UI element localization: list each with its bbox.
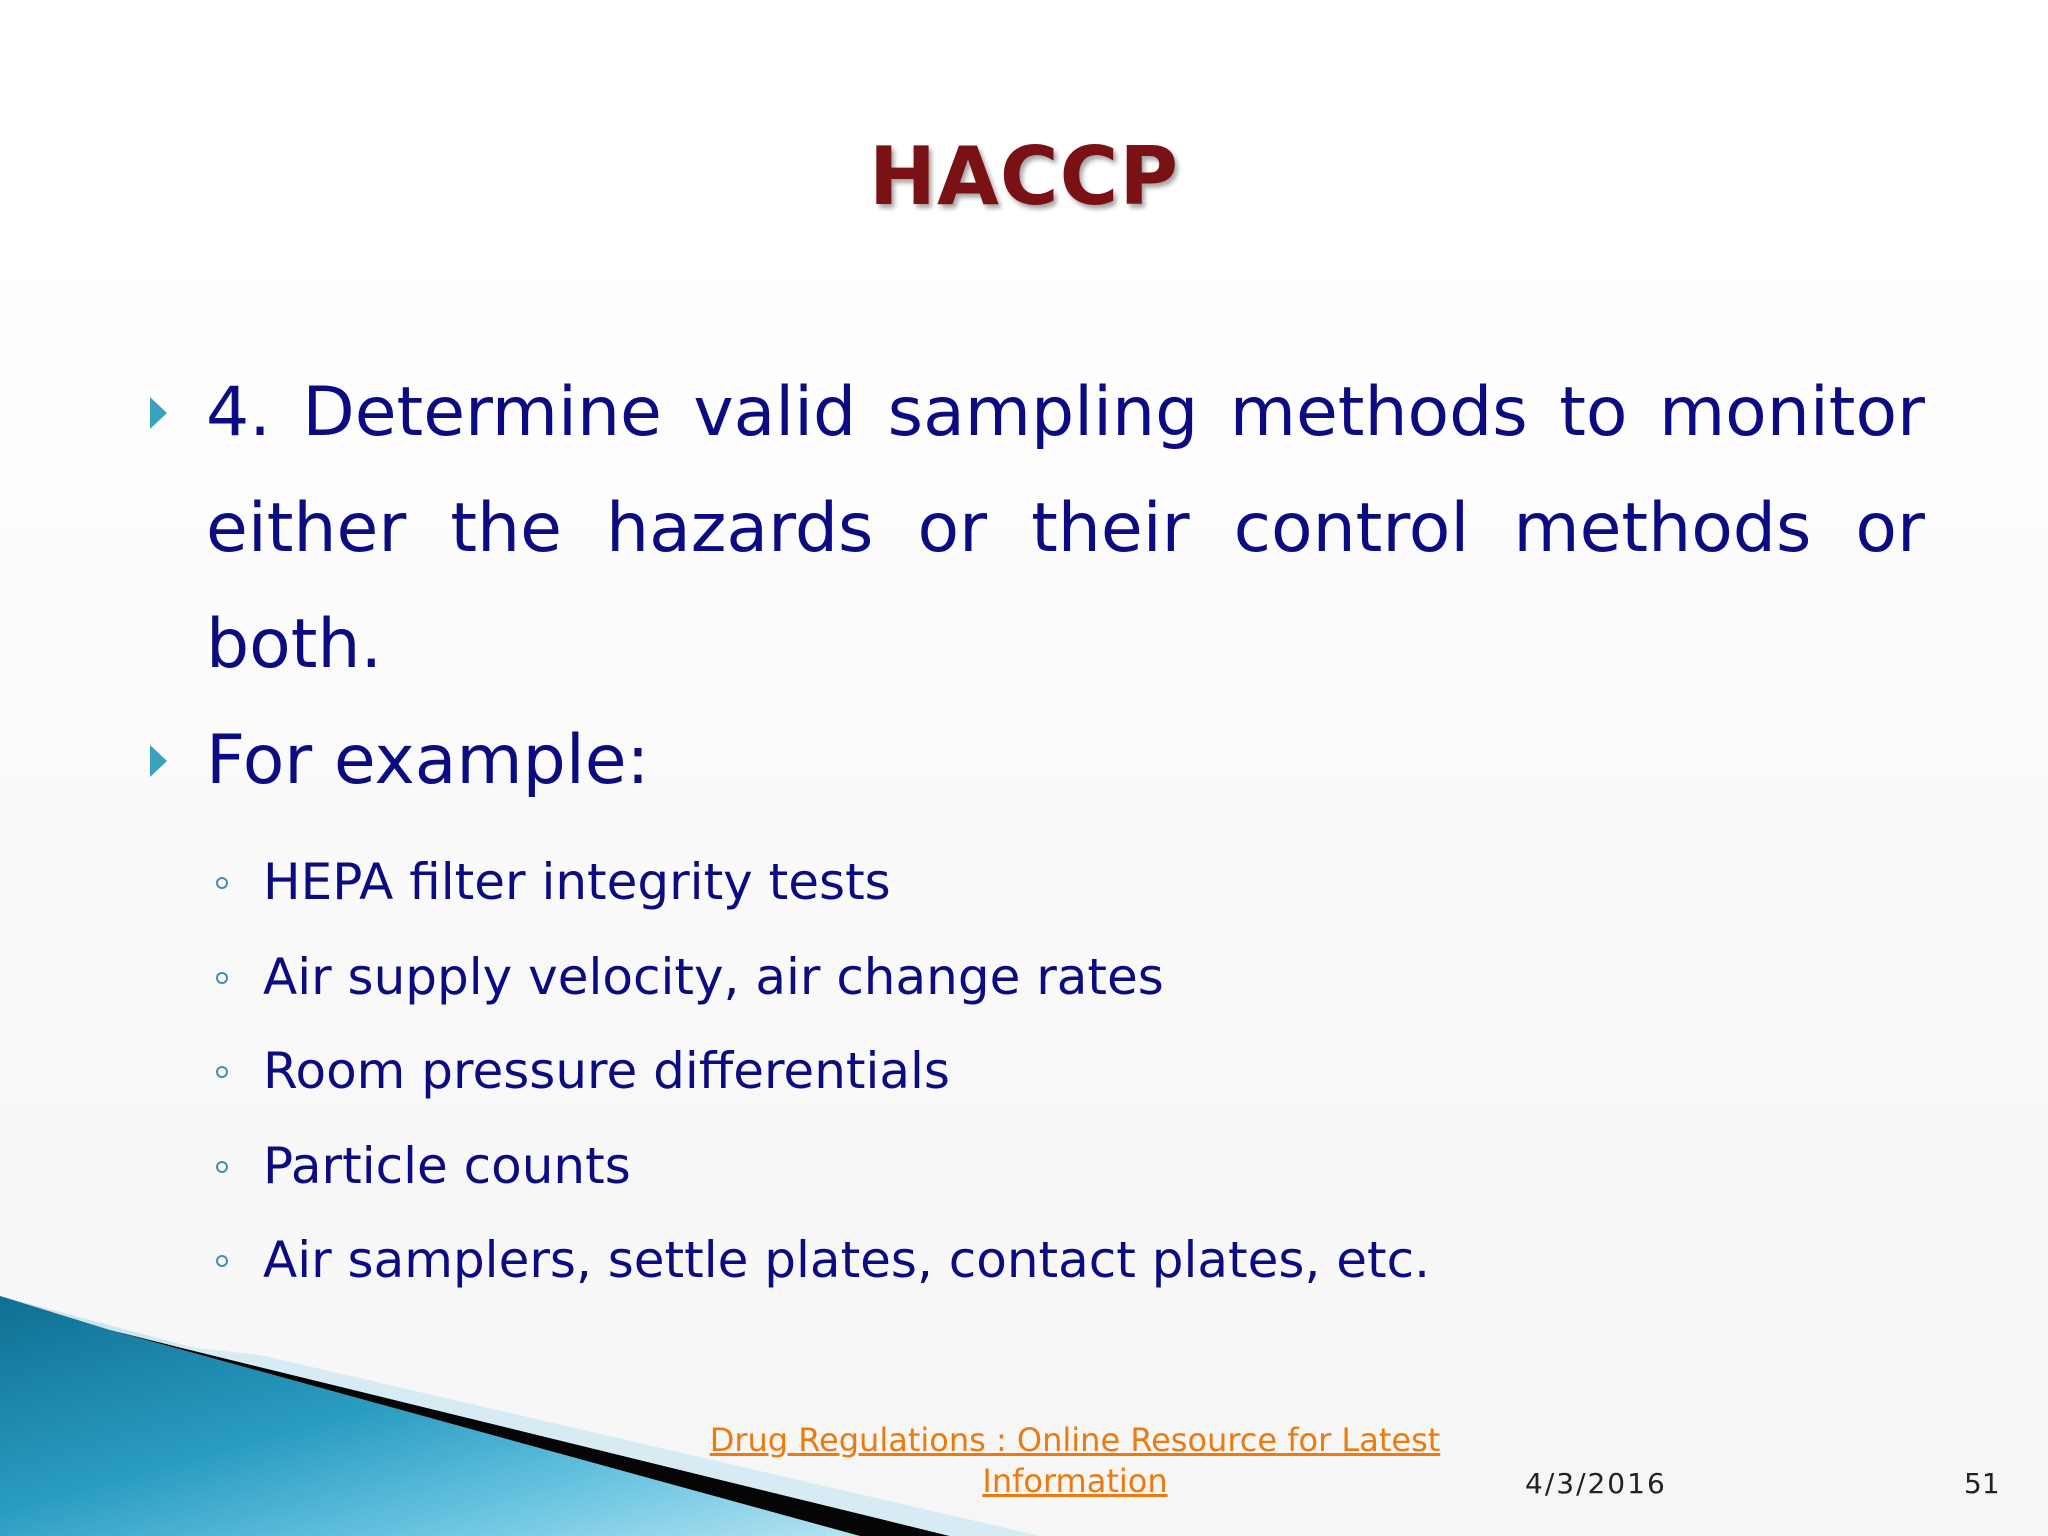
- circle-bullet-icon: [216, 1161, 228, 1173]
- sub-bullet-text: Room pressure differentials: [263, 1042, 950, 1100]
- footer-link[interactable]: Drug Regulations : Online Resource for Latest Information: [709, 1421, 1441, 1500]
- sub-bullet-text: HEPA filter integrity tests: [263, 853, 891, 911]
- bullet-determine-sampling-methods: [150, 355, 1925, 703]
- sub-bullet-text: Particle counts: [263, 1136, 631, 1195]
- footer-date: 4/3/2016: [1525, 1467, 1667, 1500]
- bullet-arrow-icon: [150, 397, 167, 429]
- sub-bullet-list: [150, 835, 1925, 1308]
- sub-bullet-air-supply: [150, 930, 1925, 1025]
- bullet-text: For example:: [206, 721, 650, 800]
- circle-bullet-icon: [216, 972, 228, 984]
- sub-bullet-hepa-filter: [150, 835, 1925, 930]
- slide-title: HACCP: [869, 130, 1179, 223]
- circle-bullet-icon: [216, 1066, 228, 1078]
- slide-content: [150, 355, 1925, 1308]
- bullet-for-example: [150, 703, 1925, 819]
- sub-bullet-room-pressure: [150, 1024, 1925, 1119]
- circle-bullet-icon: [216, 1255, 228, 1267]
- sub-bullet-text: Air samplers, settle plates, contact plates, etc.: [263, 1231, 1430, 1289]
- bullet-text: 4. Determine valid sampling methods to monitor either the hazards or their control methods or both.: [206, 373, 1925, 684]
- sub-bullet-particle-counts: [150, 1119, 1925, 1214]
- sub-bullet-text: Air supply velocity, air change rates: [263, 947, 1164, 1006]
- circle-bullet-icon: [216, 877, 228, 889]
- sub-bullet-air-samplers: [150, 1213, 1925, 1308]
- bullet-arrow-icon: [150, 745, 167, 777]
- slide-number: 51: [1964, 1467, 2000, 1500]
